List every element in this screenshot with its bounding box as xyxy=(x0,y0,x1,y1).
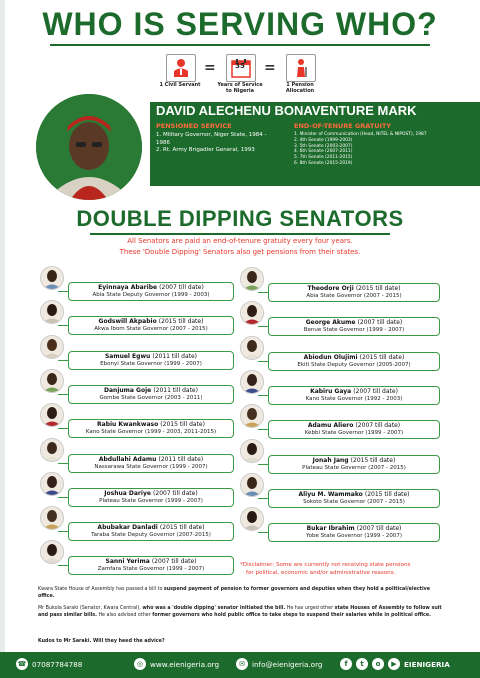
senator-role: Nassarawa State Governor (1999 - 2007) xyxy=(94,463,208,470)
connector-line xyxy=(58,360,68,361)
connector-line xyxy=(258,326,268,327)
senator-name: Sanni Yerima xyxy=(105,558,150,566)
paragraph-kudos: Kudos to Mr Saraki. Will they heed the advice? xyxy=(38,639,165,644)
connector-line xyxy=(58,291,68,292)
connector-line xyxy=(58,463,68,464)
connector-line xyxy=(258,361,268,362)
senator-photo-right xyxy=(240,439,264,463)
connector-line xyxy=(258,464,268,465)
pensioned-heading: PENSIONED SERVICE xyxy=(156,122,232,130)
civil-servant-icon-box xyxy=(166,54,196,82)
connector-line xyxy=(258,498,268,499)
senator-role: Gombe State Governor (2003 - 2011) xyxy=(99,394,203,401)
senator-term: (2007 till date) xyxy=(151,558,197,566)
senator-name: Rabiu Kwankwaso xyxy=(97,421,159,429)
senator-term: (2015 till date) xyxy=(158,318,204,326)
footer xyxy=(0,652,480,678)
senator-photo-right xyxy=(240,473,264,497)
connector-line xyxy=(58,325,68,326)
senator-card-right xyxy=(268,489,440,508)
disclaimer xyxy=(240,561,470,577)
senator-card-left xyxy=(68,385,234,404)
senator-role: Plateau State Governor (2007 - 2015) xyxy=(302,464,406,471)
senator-term: (2015 till date) xyxy=(350,456,396,464)
senator-photo-left xyxy=(40,369,64,393)
senator-card-right xyxy=(268,317,440,336)
senator-role: Sokoto State Governor (2007 - 2015) xyxy=(303,498,405,505)
senator-name: Aliyu M. Wammako xyxy=(298,490,363,498)
senator-photo-left xyxy=(40,506,64,530)
senator-term: (2007 till date) xyxy=(356,525,402,533)
connector-line xyxy=(58,497,68,498)
senator-name: Abubakar Danladi xyxy=(97,524,158,532)
senator-role: Taraba State Deputy Governor (2007-2015) xyxy=(91,532,211,539)
senator-name: Kabiru Gaya xyxy=(310,387,352,395)
senator-card-left xyxy=(68,316,234,335)
senator-role: Kebbi State Governor (1999 - 2007) xyxy=(304,430,404,437)
senator-photo-left xyxy=(40,403,64,427)
senator-term: (2015 till date) xyxy=(364,490,410,498)
page-title: WHO IS SERVING WHO? xyxy=(42,6,438,42)
senator-photo-right xyxy=(240,507,264,531)
senator-term: (2015 till date) xyxy=(359,353,405,361)
senator-card-right xyxy=(268,386,440,405)
senator-photo-right xyxy=(240,404,264,428)
title-underline xyxy=(50,44,430,46)
senator-name: Samuel Egwu xyxy=(104,352,151,360)
footer-email[interactable]: info@eienigeria.org xyxy=(252,660,323,669)
left-edge-strip xyxy=(0,0,5,678)
paragraph-text: He has urged other xyxy=(285,606,335,611)
footer-phone[interactable]: 07087784788 xyxy=(32,660,83,669)
footer-website[interactable]: www.eienigeria.org xyxy=(150,660,220,669)
senator-role: Ebonyi State Governor (1999 - 2007) xyxy=(100,360,202,367)
senator-role: Abia State Governor (2007 - 2015) xyxy=(306,293,402,299)
senator-role: Kano State Governor (1999 - 2003, 2011-2015) xyxy=(85,429,217,436)
civil-servant-caption: 1 Civil Servant xyxy=(159,82,201,88)
profile-panel xyxy=(150,120,480,186)
senator-term: (2015 till date) xyxy=(159,524,205,532)
senator-card-left xyxy=(68,488,234,507)
senator-card-left xyxy=(68,419,234,438)
senator-card-left xyxy=(68,351,234,370)
calendar-caption: Years of Service to Nigeria xyxy=(217,82,263,94)
senator-photo-left xyxy=(40,472,64,496)
disclaimer-line: for political, economic and/or administrative reasons. xyxy=(246,570,396,576)
paragraph-saraki xyxy=(38,605,448,619)
equals-sign-2: = xyxy=(264,60,276,76)
senator-photo-right xyxy=(240,370,264,394)
senator-role: Zamfara State Governor (1999 - 2007) xyxy=(97,566,205,573)
senator-role: Kano State Governor (1992 - 2003) xyxy=(305,395,403,402)
senator-term: (2007 till date) xyxy=(355,422,401,430)
connector-line xyxy=(258,429,268,430)
senator-name: Joshua Dariye xyxy=(104,489,151,497)
senator-term: (2011 till date) xyxy=(153,386,198,394)
paragraph-bold: suspend payment of pension to former governors and deputies when they hold a political/elective office. xyxy=(38,587,430,600)
senator-term: (2007 till date) xyxy=(153,489,198,497)
paragraph-text: Mr Bukola Saraki (Senator, Kwara Central), xyxy=(38,606,143,611)
senator-card-left xyxy=(68,282,234,301)
senator-name: Bukar Ibrahim xyxy=(306,525,355,533)
senator-name: George Akume xyxy=(305,319,356,327)
globe-icon: ◎ xyxy=(134,658,146,670)
senator-name: Godswill Akpabio xyxy=(98,318,157,326)
gratuity-list xyxy=(294,132,474,167)
senator-card-left xyxy=(68,556,234,575)
paragraph-kwara xyxy=(38,586,448,600)
senator-term: (2007 till date) xyxy=(357,319,403,327)
senator-term: (2007 till date) xyxy=(353,387,398,395)
connector-line xyxy=(258,292,268,293)
youtube-icon[interactable]: ▶ xyxy=(388,658,400,670)
disclaimer-line: *Disclaimer: Some are currently not receiving state pensions xyxy=(240,562,411,568)
senator-name: Eyinnaya Abaribe xyxy=(98,284,158,291)
calendar-number: 35 xyxy=(235,62,245,70)
senator-name: Adamu Aliero xyxy=(307,422,354,430)
pensioned-item: 2. Rt. Army Brigadier General, 1993 xyxy=(156,147,255,153)
connector-line xyxy=(258,395,268,396)
senator-photo-left xyxy=(40,438,64,462)
senator-photo-left xyxy=(40,300,64,324)
footer-brand: EIENIGERIA xyxy=(404,660,450,669)
senator-card-right xyxy=(268,420,440,439)
connector-line xyxy=(58,394,68,395)
senator-card-right xyxy=(268,352,440,371)
connector-line xyxy=(58,428,68,429)
pensioned-list xyxy=(156,132,276,155)
pension-icon-box xyxy=(286,54,316,82)
pension-caption: 1 Pension Allocation xyxy=(285,82,315,94)
paragraph-bold: former governors who hold public office to take steps to suspend their salaries while in political office. xyxy=(152,613,431,619)
pension-person-icon xyxy=(286,54,316,82)
senator-name: Abdullahi Adamu xyxy=(98,455,157,463)
gratuity-item: 1. Minister of Communication (Head, NITEL & NIPOST), 1987 xyxy=(294,132,427,137)
senator-card-left xyxy=(68,522,234,541)
paragraph-bold: state Houses of Assembly to follow suit and pass similar bills. xyxy=(38,606,442,619)
senator-photo-right xyxy=(240,267,264,291)
senator-term: (2011 till date) xyxy=(158,455,204,463)
twitter-icon[interactable]: t xyxy=(356,658,368,670)
paragraph-text: He also advised other xyxy=(96,613,153,619)
gratuity-item: 3. 5th Senate (2003-2007) xyxy=(294,143,353,149)
section-underline xyxy=(90,233,390,235)
senator-term: (2015 till date) xyxy=(355,285,401,292)
senator-photo-left xyxy=(40,335,64,359)
profile-photo xyxy=(36,94,142,200)
senator-role: Ekiti State Deputy Governor (2005-2007) xyxy=(297,361,411,368)
gratuity-item: 4. 6th Senate (2007-2011) xyxy=(294,149,353,155)
senator-name: Abiodun Olujimi xyxy=(303,353,358,361)
senator-card-right xyxy=(268,455,440,474)
connector-line xyxy=(58,531,68,532)
senator-role: Yobe State Governor (1999 - 2007) xyxy=(306,533,402,540)
senator-role: Abia State Deputy Governor (1999 - 2003) xyxy=(92,292,210,298)
gratuity-item: 5. 7th Senate (2011-2015) xyxy=(294,155,353,161)
senator-term: (2011 till date) xyxy=(152,352,198,360)
section-intro-1: All Senators are paid an end-of-tenure gratuity every four years. xyxy=(127,237,353,245)
senator-photo-right xyxy=(240,301,264,325)
senator-role: Plateau State Governor (1999 - 2007) xyxy=(99,497,203,504)
senator-term: (2007 till date) xyxy=(159,284,204,291)
senator-card-right xyxy=(268,283,440,302)
paragraph-bold: who was a 'double dipping' senator initiated the bill. xyxy=(142,606,286,611)
facebook-icon[interactable]: f xyxy=(340,658,352,670)
instagram-icon[interactable]: o xyxy=(372,658,384,670)
senator-photo-left xyxy=(40,540,64,564)
connector-line xyxy=(58,565,68,566)
senator-term: (2015 till date) xyxy=(160,421,205,429)
profile-name: DAVID ALECHENU BONAVENTURE MARK xyxy=(150,102,480,120)
email-icon: ✉ xyxy=(236,658,248,670)
phone-icon: ☎ xyxy=(17,660,27,668)
senator-role: Benue State Governor (1999 - 2007) xyxy=(303,327,405,334)
section-intro-2: These 'Double Dipping' Senators also get pensions from their states. xyxy=(119,248,361,256)
senator-photo-right xyxy=(240,336,264,360)
gratuity-item: 6. 8th Senate (2015-2019) xyxy=(294,160,353,166)
civil-servant-icon xyxy=(166,54,196,82)
senator-role: Akwa Ibom State Governor (2007 - 2015) xyxy=(94,326,208,333)
senator-card-left xyxy=(68,454,234,473)
senator-name: Jonah Jang xyxy=(312,456,349,464)
senator-name: Theodore Orji xyxy=(307,285,354,292)
connector-line xyxy=(258,532,268,533)
equals-sign-1: = xyxy=(204,60,216,76)
gratuity-item: 2. 4th Senate (1999-2003) xyxy=(294,137,353,143)
section-title: DOUBLE DIPPING SENATORS xyxy=(76,206,404,231)
senator-card-right xyxy=(268,523,440,542)
gratuity-heading: END-OF-TENURE GRATUITY xyxy=(294,122,392,130)
senator-name: Danjuma Goje xyxy=(104,386,152,394)
pensioned-item: 1. Military Governor, Niger State, 1984 - 1986 xyxy=(156,132,267,146)
senator-photo-left xyxy=(40,266,64,290)
paragraph-text: Kwara State House of Assembly has passed a bill to xyxy=(38,587,164,592)
